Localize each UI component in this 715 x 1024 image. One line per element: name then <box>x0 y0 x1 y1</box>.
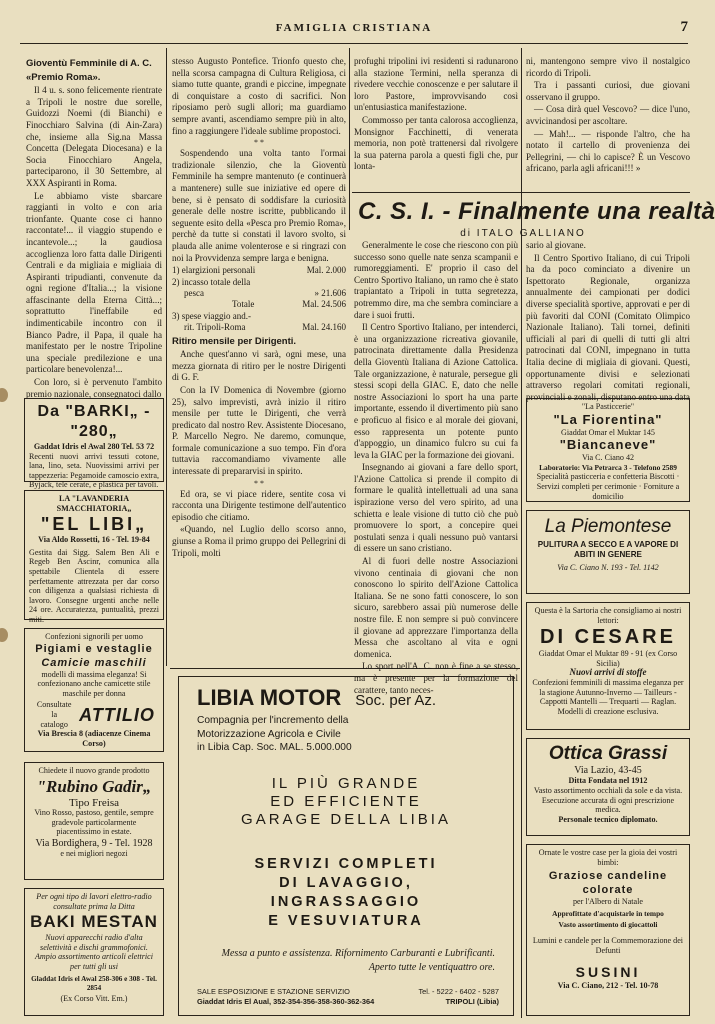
paragraph: Il Centro Sportivo Italiano, per intenderci, è una organizzazione ricreativa giovanile, patrocinata direttamente dalla Presidenza della Gioventù Italiana di Azione Cattolica. Tale organizzazione, è naturale, persegue gli stessi scopi della GIAC. E, dato che nelle nostre Associazioni lo sport ha una parte importante, essendo il divertimento più sano e proficuo al fisico e al morale dei giovani, esso rappresenta un potente punto d'appoggio, un dinamico fulcro su cui fa leva la GIAC per la formazione dei giovani. <box>354 322 518 460</box>
column-gf-end <box>354 56 518 190</box>
ad-line: per l'Albero di Natale <box>572 897 643 907</box>
ad-name: LIBIA MOTOR <box>197 685 342 710</box>
column-gf-anecdote <box>526 56 690 190</box>
ad-note-line: Messa a punto e assistenza. Rifornimento Carburanti e Lubrificanti. <box>221 947 495 959</box>
punch-hole <box>0 388 8 402</box>
ad-baki-mestan <box>24 888 164 1016</box>
paragraph: — Mah!... — risponde l'altro, che ha notato il cartello di provenienza dei Pellegrini, — chi lo capisce? È un Vescovo africano, parla agli africani!!! » <box>526 128 690 174</box>
ad-text: modelli di massima eleganza! Si confezionano anche camicette stile maschile per donna <box>37 669 151 698</box>
ad-address: Gaddat Idris el Awal 280 Tel. 53 72 <box>33 442 155 451</box>
ad-cat-label: catalogo <box>40 719 68 729</box>
ad-el-libi <box>24 490 164 624</box>
paragraph: stesso Augusto Pontefice. Trionfo questo che, nella scorsa campagna di Cultura Religiosa, ci siamo tutte quante, grandi e piccine, impegnate di conquistare a costo di sacrifici. Non riposiamo però sugli allori; ma guardiamo sempre avanti, ascendiamo sempre più in alto, fino a raggiungere l'ideale sublime propostoci. <box>172 56 346 136</box>
ad-line: Pigiami e vestaglie <box>35 642 153 655</box>
amount-label: 1) elargizioni personali <box>172 265 256 276</box>
paragraph: Il 4 u. s. sono felicemente rientrate a Tripoli le nostre due sorelle, Guidozzi Noemi (di Bianchi) e Finocchiaro Salvina (di Ain-Zara) che, insieme alla Sig.na Massa Concetta (Delegata Diocesana) e la Socia Finocchiaro Angela, parteciparono, il 30 Settembre, al XXX Aspiranti in Roma. <box>26 85 162 188</box>
ad-sub: Tipo Freisa <box>68 796 120 809</box>
ad-text: Confezioni femminili di massima eleganza per la stagione Autunno-Inverno — Tailleurs - Cappotti Mantelli — Trequarti — Raglan. Modelli di creazione esclusiva. <box>532 677 684 716</box>
ad-top: Per ogni tipo di lavori elettro-radio consultate prima la Ditta <box>36 892 152 911</box>
ad-text: Recenti nuovi arrivi tessuti cotone, lana, lino, seta. Nuovissimi arrivi per tappezzeria: Pegamoide camoscio extra, Byjack, tele cerate, e plastica per tavoli. <box>29 451 159 490</box>
ad-consult-label: Consultate la <box>36 700 72 719</box>
ad-big-line: IL PIÙ GRANDE <box>271 774 421 792</box>
ad-big-line: ED EFFICIENTE <box>270 792 422 810</box>
ad-name: "La Fiorentina" <box>553 411 663 427</box>
amount-row <box>172 322 346 333</box>
paragraph: profughi tripolini ivi residenti si radunarono alla stazione Termini, nella speranza di rivedere vecchie conoscenze e per salutare il loro Pastore, improvvisando così un'entusiastica manifestazione. <box>354 56 518 113</box>
ad-line: Camicie maschili <box>41 656 147 669</box>
punch-hole <box>0 628 8 642</box>
column-rule <box>166 48 167 666</box>
ad-footer-left: Giaddat Idris El Aual, 352-354-356-358-360-362-364 <box>197 997 375 1006</box>
ad-name: ATTILIO <box>79 704 155 725</box>
ad-top: Confezioni signorili per uomo <box>45 632 143 641</box>
ad-tail: e nei migliori negozi <box>60 849 128 859</box>
ad-text: Gestita dai Sigg. Salem Ben Ali e Regeb Ben Ascinr, comunica alla spettabile Clientela di essere perfettamente attrezzata per dar corso con diligenza a qualsiasi richiesta di lavoro. Consegne urgenti anche nelle 24 ore. Accuratezza, puntualità, prezzi miti. <box>29 547 159 624</box>
ad-rubino-gadir <box>24 762 164 880</box>
ad-big-text <box>197 775 495 829</box>
ad-line: in Libia Cap. Soc. MAL. 5.000.000 <box>197 742 352 753</box>
ad-service-line: E VESUVIATURA <box>268 912 424 929</box>
ad-name: La Piemontese <box>544 516 672 537</box>
paragraph: Al di fuori delle nostre Associazioni vivono centinaia di giovani che non conoscono lo spirito dell'Azione Cattolica Italiana. Se ne sono fatti conoscere, lo son sicuro, sarebbero assai più numerose delle nostre file. E non sempre si può convincere il giovane ad apprezzare l'importanza della Messa che ascoltano al vita e ogni domenica. <box>354 556 518 659</box>
separator: * * <box>254 138 264 148</box>
ad-address: Via Aldo Rossetti, 16 - Tel. 19-84 <box>38 535 150 545</box>
ad-text: Vasto assortimento occhiali da sole e da vista. Esecuzione accurata di ogni prescrizione medica. <box>533 786 683 815</box>
column-gf-continued <box>172 56 346 668</box>
article-column-a <box>354 240 518 695</box>
ad-address-2: Via C. Ciano 42 <box>581 453 635 463</box>
paragraph: Il Centro Sportivo Italiano, di cui Tripoli ha da poco cominciato a divenire un Ispettorato Regionale, organizza annualmente dei campionati per dodici diverse specialità sportive, approvati e per di più favoriti dal CONI (Comitato Olimpico Nazionale Italiano). Tali tornei, definiti ufficiali al pari di quelli di tutti gli altri patrocinati dal CONI, impegnano in tutta Italia decine di migliaia di giovani. Questi, opportunamente divisi e selezionati attraverso regolari comitati regionali, provinciali e zonali, disputano entro una data <box>526 252 690 402</box>
ad-consult <box>33 700 75 729</box>
paragraph: sario al giovane. <box>526 240 586 250</box>
paragraph: Con loro, si è pervenuto l'ambito premio nazionale, consegnatoci dallo <box>26 377 162 399</box>
ad-la-fiorentina <box>526 398 690 502</box>
amount-row <box>172 265 346 276</box>
page-number: 7 <box>680 19 688 35</box>
amount-value: Mal. 2.000 <box>306 265 346 276</box>
article-byline: di ITALO GALLIANO <box>460 228 586 239</box>
ad-name: Ottica Grassi <box>548 743 668 764</box>
ad-footer <box>197 987 499 1007</box>
magazine-title: FAMIGLIA CRISTIANA <box>275 22 433 34</box>
ad-top: Chiedete il nuovo grande prodotto <box>38 766 150 775</box>
ad-top: LA "LAVANDERIA SMACCHIATORIA„ <box>56 494 132 513</box>
article-title-block <box>358 198 715 239</box>
ad-attilio <box>24 628 164 752</box>
ad-service-line: SERVIZI COMPLETI <box>254 855 438 872</box>
ad-address: Gladdat Idris el Awal 258-306 e 308 - Tel. 2854 <box>31 974 157 993</box>
ad-susini <box>526 844 690 1016</box>
ad-ottica-grassi <box>526 738 690 836</box>
ad-text: Vino Rosso, pastoso, gentile, sempre gradevole particolarmente piacentissimo in estate. <box>34 808 154 837</box>
paragraph: Le abbiamo viste sbarcare raggianti in volto e con aria trionfante. Quante cose ci hanno raccontate!... il viaggio stupendo e incantevole...; la gaudiosa accoglienza loro fatta dalle Dirigenti Centrali e da migliaia e migliaia di Aspiranti tripudianti, convenute da ogni regione d'Italia...; la visione affascinante della Eterna Città...; soprattutto l'ineffabile ed indimenticabile incontro con il Bianco Padre, il Papa, il quale ha manifestato per le nostre Tripoline una speciale predilezione e una particolare benevolenza!... <box>26 190 162 375</box>
paragraph: Lo sport nell'A. C. non è fine a se stesso, ma è presente per la formazione del carattere, tanto neces- <box>354 661 518 695</box>
ad-name: Da "BARKI„ -"280„ <box>37 403 151 440</box>
paragraph: Ed ora, se vi piace ridere, sentite cosa vi racconta una Dirigente testimone dell'autentico episodio che citiamo. <box>172 488 346 522</box>
paragraph: — Cosa dirà quel Vescovo? — dice l'uno, avvicinandosi per ascoltare. <box>526 104 690 126</box>
section-rule <box>352 192 690 193</box>
ad-address: Via Lazio, 43-45 <box>574 765 642 776</box>
ad-footer-right: TRIPOLI (Libia) <box>445 997 499 1006</box>
amount-label: Totale <box>232 299 255 310</box>
ad-tail: (Ex Corso Vitt. Em.) <box>60 993 128 1003</box>
paragraph: Sospendendo una volta tanto l'ormai tradizionale silenzio, che la Gioventù Femminile ha sempre mantenuto (e continuerà a mantenere) sulle sue iniziative ed opere di bene, si è pensato di soddisfare la curiosità generale delle nostre iscritte, pubblicando il seguente esito della «Pesca pro Premio Roma», perchè da tutte si constati il lavoro svolto, si plauda alle anime volenterose e si ringrazi con noi la Provvidenza sempre larga e benigna. <box>172 148 346 263</box>
ad-name: SUSINI <box>575 964 641 981</box>
ad-note-line: Aperto tutte le ventiquattro ore. <box>368 961 495 973</box>
ad-address: Giaddat Omar el Muktar 89 - 91 (ex Corso Sicilia) <box>538 649 678 668</box>
ad-address: Via Bordighera, 9 - Tel. 1928 <box>35 837 153 849</box>
ad-line: Graziose candeline colorate <box>548 870 668 897</box>
ad-line: Approfittate d'acquistarle in tempo <box>552 908 664 918</box>
ad-footer-left: SALE ESPOSIZIONE E STAZIONE SERVIZIO <box>197 987 350 996</box>
ad-footer-right: Tel. - 5222 - 6402 - 5287 <box>418 987 499 996</box>
ad-text: Specialità pasticceria e confetteria Biscotti · Servizi completi per cerimonie · Forniture a domicilio <box>536 472 680 501</box>
ad-la-piemontese <box>526 510 690 594</box>
section-subheading: «Premio Roma». <box>26 71 101 83</box>
ad-name: DI CESARE <box>540 626 676 649</box>
ad-staff: Personale tecnico diplomato. <box>558 814 658 824</box>
amounts-list <box>172 265 346 333</box>
ad-name: BAKI MESTAN <box>30 912 158 932</box>
ad-text: PULITURA A SECCO E A VAPORE DI ABITI IN GENERE <box>537 540 679 559</box>
ad-libia-motor <box>178 676 514 1016</box>
paragraph: «Quando, nel Luglio dello scorso anno, giunse a Roma il primo gruppo dei Pellegrini di Tripoli, molti <box>172 524 346 558</box>
paragraph: Insegnando ai giovani a fare dello sport, l'Azione Cattolica si prende il compito di formare le qualità intellettuali ad una sana ispirazione verso del vero spirito, ad una schietta e leale visione di tutto ciò che può promuovere lo sport, a concepire quei postulati senza i quali nessuno può vantarsi di essere un sano cristiano. <box>354 462 518 554</box>
amount-value: » 21.606 <box>314 287 346 298</box>
section-heading: Gioventù Femminile di A. C. <box>26 58 152 69</box>
ad-top: Ornate le vostre case per la gioia dei vostri bimbi: <box>538 848 678 867</box>
amount-label: rit. Tripoli-Roma <box>184 322 246 333</box>
ad-barki-280 <box>24 398 164 490</box>
amount-row <box>172 288 346 299</box>
ad-text: Nuovi apparecchi radio d'alta selettività e dischi grammofonici. Ampio assortimento articoli elettrici per tutti gli usi <box>34 933 154 971</box>
paragraph: Anche quest'anno vi sarà, ogni mese, una mezza giornata di ritiro per le nostre Dirigenti di G. F. <box>172 349 346 383</box>
page-header <box>20 19 688 44</box>
paragraph: Con la IV Domenica di Novembre (giorno 25), salvo imprevisti, avrà inizio il ritiro mensile per tutte le Dirigenti, che verrà predicato dal nostro Rev. Assistente Diocesano, P. Marcello Negro. Ne daremo, comunque, formale comunicazione a suo tempo. Fin d'ora tuttavia raccomandiamo vivamente alle interessate di prepararvisi in spirito. <box>172 384 346 477</box>
column-gf <box>26 56 162 399</box>
separator: * * <box>254 478 264 488</box>
ad-line: Lumini e candele per la Commemorazione dei Defunti <box>532 935 684 955</box>
paragraph: Tra i passanti curiosi, due giovani osservano il gruppo. <box>526 80 690 102</box>
paragraph: Generalmente le cose che riescono con più successo sono quelle nate senza scampanii e rumoreggiamenti. E' proprio il caso del Centro Sportivo Italiano, un ramo che è stato trapiantato a Tripoli in tutta segretezza, potremmo dire, ma che sembra cominciare a dare i suoi frutti. <box>354 240 518 320</box>
amount-value: Mal. 24.506 <box>302 299 346 310</box>
ad-services <box>197 855 495 931</box>
amount-label: 3) spese viaggio and.- <box>172 310 251 321</box>
ad-di-cesare <box>526 602 690 730</box>
ad-address: Via C. Ciano, 212 - Tel. 10-78 <box>557 981 659 991</box>
column-rule <box>521 48 522 1018</box>
ad-address: Giaddat Omar el Muktar 145 <box>561 427 655 437</box>
ad-new: Nuovi arrivi di stoffe <box>569 667 647 678</box>
ad-founded: Ditta Fondata nel 1912 <box>568 776 648 786</box>
ad-line: Motorizzazione Agricola e Civile <box>197 728 341 740</box>
ad-name-2: "Biancaneve" <box>559 437 657 453</box>
ad-note <box>197 947 495 975</box>
ad-top: Questa è la Sartoria che consigliamo ai nostri lettori: <box>534 606 682 625</box>
ad-line: Vasto assortimento di giocattoli <box>558 920 658 930</box>
article-title: C. S. I. - Finalmente una realtà <box>358 198 715 225</box>
ad-line: Compagnia per l'incremento della <box>197 715 349 726</box>
column-rule <box>349 48 350 230</box>
ad-name: "Rubino Gadir„ <box>36 776 152 796</box>
ad-big-line: GARAGE DELLA LIBIA <box>241 810 451 828</box>
amount-row <box>172 277 346 288</box>
ad-service-line: DI LAVAGGIO, <box>279 874 413 891</box>
paragraph: ni, mantengono sempre vivo il nostalgico ricordo di Tripoli. <box>526 56 690 78</box>
amount-label: pesca <box>184 287 204 298</box>
section-heading: Ritiro mensile per Dirigenti. <box>172 335 297 347</box>
ad-lab: Laboratorio: Via Petrarca 3 - Telefono 2589 <box>539 462 677 472</box>
ad-name: "EL LIBI„ <box>40 514 148 535</box>
ad-top: "La Pasticcerie" <box>581 402 635 411</box>
ad-soc: Soc. per Az. <box>355 692 437 709</box>
ad-address: Via Brescia 8 (adiacenze Cinema Corso) <box>37 729 151 748</box>
amount-value: Mal. 24.160 <box>302 322 346 333</box>
ad-service-line: INGRASSAGGIO <box>270 893 422 910</box>
paragraph: Commosso per tanta calorosa accoglienza, Monsignor Facchinetti, di venerata memoria, non potè trattenersi dal rivolgere la sua paterna parola a questi figli che, pur lonta- <box>354 114 518 172</box>
article-column-b <box>526 240 690 402</box>
ad-address: Via C. Ciano N. 193 - Tel. 1142 <box>557 563 659 573</box>
amount-row <box>172 299 346 310</box>
amount-row <box>172 311 346 322</box>
amount-label: 2) incasso totale della <box>172 276 251 287</box>
